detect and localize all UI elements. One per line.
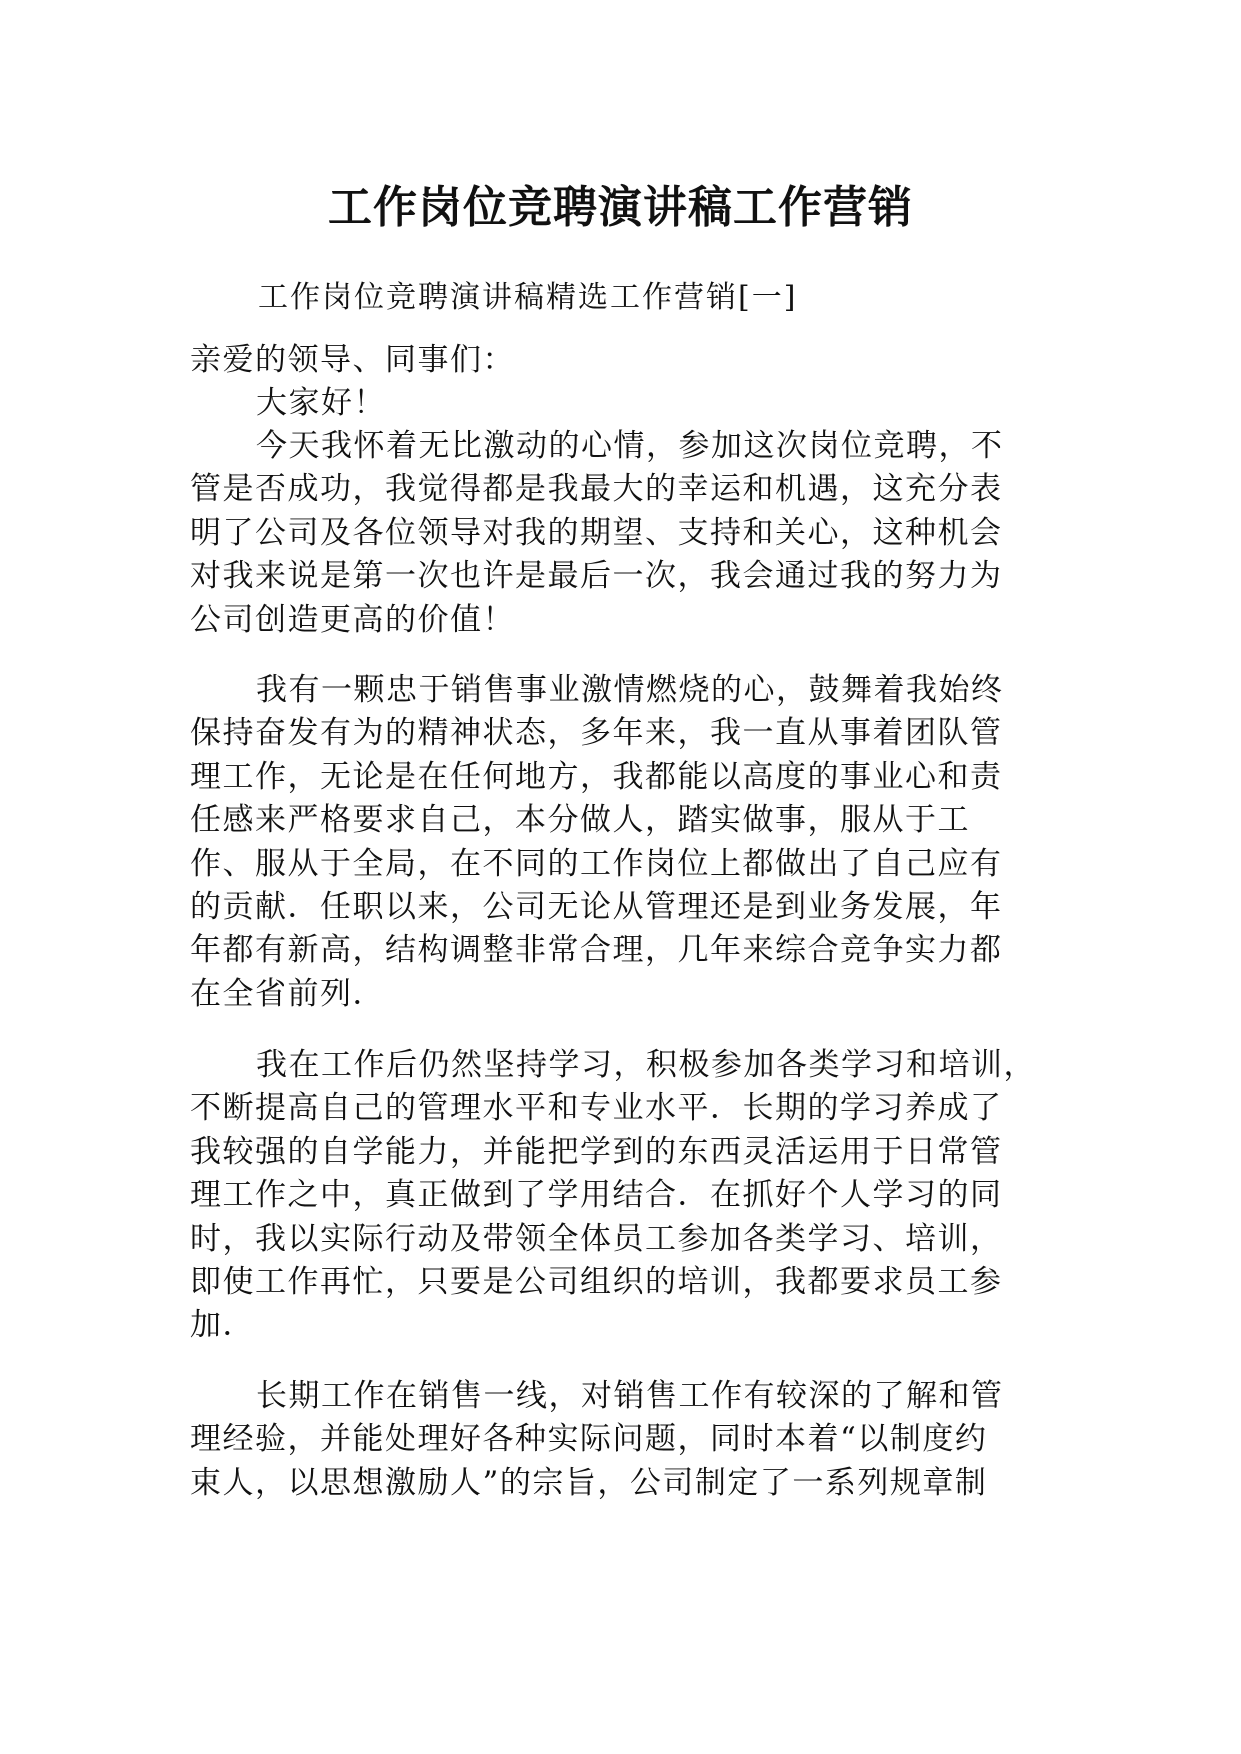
paragraph-line: 即使工作再忙，只要是公司组织的培训，我都要求员工参 <box>190 1263 1003 1300</box>
paragraph-line: 我有一颗忠于销售事业激情燃烧的心，鼓舞着我始终 <box>256 672 1004 708</box>
paragraph-line: 公司创造更高的价值！ <box>190 601 515 638</box>
paragraph-line: 不断提高自己的管理水平和专业水平．长期的学习养成了 <box>190 1090 1003 1127</box>
greeting: 大家好！ <box>256 385 386 422</box>
document-subtitle: 工作岗位竞聘演讲稿精选工作营销[一] <box>258 280 798 315</box>
paragraph-line: 对我来说是第一次也许是最后一次，我会通过我的努力为 <box>190 558 1003 595</box>
paragraph-line: 今天我怀着无比激动的心情，参加这次岗位竞聘，不 <box>256 428 1004 464</box>
paragraph-line: 理经验，并能处理好各种实际问题，同时本着“以制度约 <box>190 1421 988 1458</box>
salutation: 亲爱的领导、同事们： <box>190 342 515 378</box>
paragraph-line: 长期工作在销售一线，对销售工作有较深的了解和管 <box>256 1378 1004 1414</box>
paragraph-line: 年都有新高，结构调整非常合理，几年来综合竞争实力都 <box>190 932 1003 969</box>
paragraph-line: 作、服从于全局，在不同的工作岗位上都做出了自己应有 <box>190 845 1003 882</box>
paragraph-line: 理工作，无论是在任何地方，我都能以高度的事业心和责 <box>190 758 1003 795</box>
opening-block <box>190 339 1050 426</box>
paragraph-4 <box>190 1375 1050 1505</box>
paragraph-line: 明了公司及各位领导对我的期望、支持和关心，这种机会 <box>190 514 1003 551</box>
paragraph-line: 我较强的自学能力，并能把学到的东西灵活运用于日常管 <box>190 1133 1003 1170</box>
paragraph-line: 任感来严格要求自己，本分做人，踏实做事，服从于工 <box>190 802 970 839</box>
paragraph-line: 在全省前列． <box>190 975 385 1012</box>
paragraph-line: 我在工作后仍然坚持学习，积极参加各类学习和培训， <box>256 1047 1036 1083</box>
paragraph-1 <box>190 425 1050 642</box>
paragraph-line: 理工作之中，真正做到了学用结合．在抓好个人学习的同 <box>190 1177 1003 1214</box>
paragraph-line: 加． <box>190 1307 255 1344</box>
paragraph-2 <box>190 669 1050 1016</box>
paragraph-line: 管是否成功，我觉得都是我最大的幸运和机遇，这充分表 <box>190 471 1003 508</box>
paragraph-line: 的贡献．任职以来，公司无论从管理还是到业务发展，年 <box>190 888 1003 925</box>
paragraph-3 <box>190 1044 1050 1348</box>
paragraph-line: 保持奋发有为的精神状态，多年来，我一直从事着团队管 <box>190 715 1003 752</box>
paragraph-line: 时，我以实际行动及带领全体员工参加各类学习、培训， <box>190 1220 1003 1257</box>
paragraph-line: 束人，以思想激励人”的宗旨，公司制定了一系列规章制 <box>190 1464 988 1501</box>
document-title: 工作岗位竞聘演讲稿工作营销 <box>328 182 913 233</box>
